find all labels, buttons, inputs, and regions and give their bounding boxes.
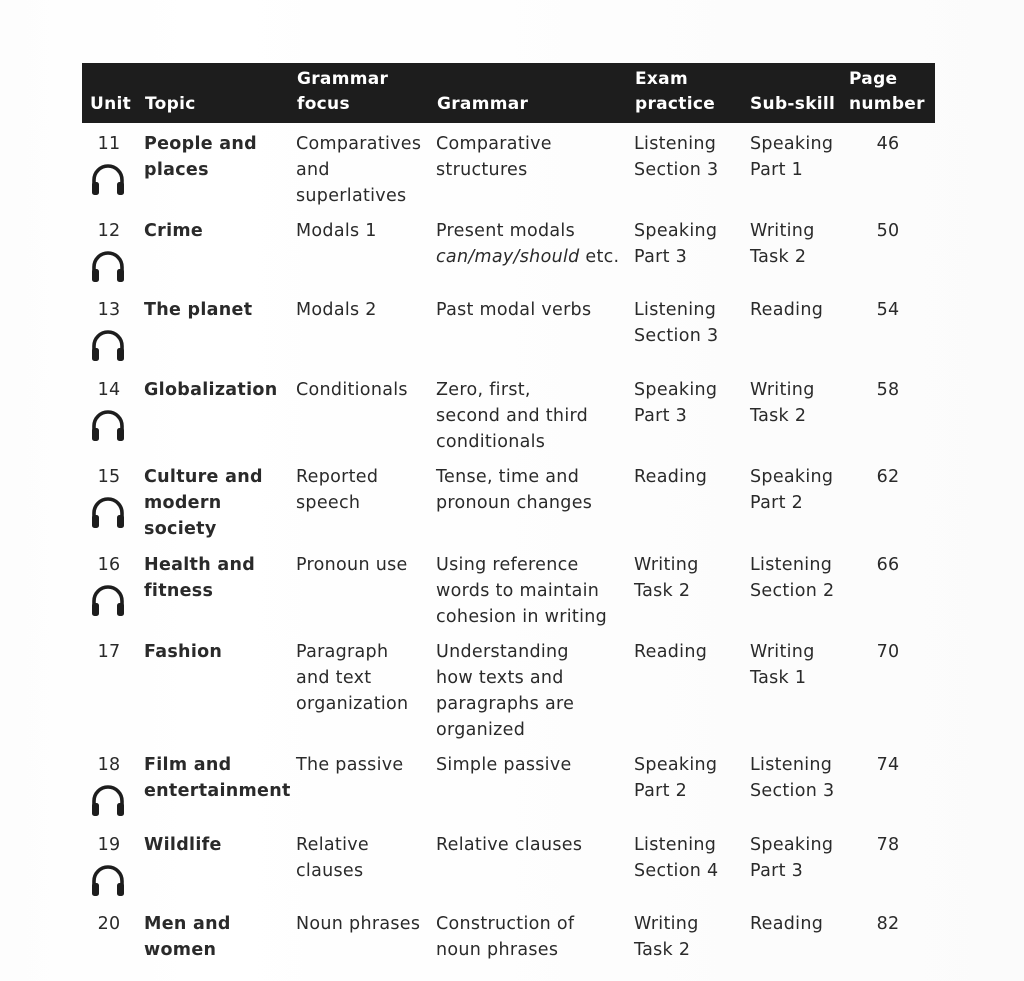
row-unit-number: 11 bbox=[97, 134, 121, 154]
row-exam-practice bbox=[634, 297, 744, 349]
row-subskill-line: Task 2 bbox=[750, 406, 807, 426]
header-page-number bbox=[849, 67, 925, 117]
row-exam-practice-line: Task 2 bbox=[634, 940, 691, 960]
row-topic-line: Men and bbox=[144, 914, 231, 934]
row-topic bbox=[144, 218, 294, 244]
row-topic-line: Health and bbox=[144, 555, 256, 575]
row-exam-practice-line: Section 4 bbox=[634, 861, 719, 881]
row-subskill-line: Reading bbox=[750, 300, 824, 320]
row-exam-practice bbox=[634, 911, 744, 963]
row-topic-line: The planet bbox=[144, 300, 253, 320]
row-exam-practice-line: Part 3 bbox=[634, 406, 688, 426]
row-subskill-line: Writing bbox=[750, 221, 815, 241]
row-exam-practice-line: Part 2 bbox=[634, 781, 688, 801]
headphones-icon bbox=[88, 780, 128, 820]
row-page-number: 50 bbox=[876, 221, 900, 241]
row-grammar-line: Zero, first, bbox=[436, 380, 531, 400]
row-grammar-line: words to maintain bbox=[436, 581, 600, 601]
row-grammar-focus bbox=[296, 218, 431, 244]
row-topic-line: women bbox=[144, 940, 217, 960]
row-subskill bbox=[750, 552, 850, 604]
row-grammar-focus-line: organization bbox=[296, 694, 409, 714]
row-topic bbox=[144, 639, 294, 665]
header-topic: Topic bbox=[145, 94, 196, 114]
headphones-icon bbox=[88, 159, 128, 199]
header-page-line1: Page bbox=[849, 69, 898, 89]
row-subskill-line: Part 1 bbox=[750, 160, 804, 180]
row-grammar-focus bbox=[296, 832, 431, 884]
row-grammar-focus-line: Conditionals bbox=[296, 380, 408, 400]
row-subskill bbox=[750, 752, 850, 804]
row-subskill-line: Task 1 bbox=[750, 668, 807, 688]
row-exam-practice-line: Reading bbox=[634, 642, 708, 662]
header-grammar-focus-line1: Grammar bbox=[297, 69, 389, 89]
row-topic-line: Film and bbox=[144, 755, 232, 775]
row-topic bbox=[144, 377, 294, 403]
row-unit-number: 15 bbox=[97, 467, 121, 487]
row-grammar-line: conditionals bbox=[436, 432, 546, 452]
row-grammar-focus-line: and text bbox=[296, 668, 372, 688]
row-grammar-focus bbox=[296, 131, 431, 209]
headphones-icon bbox=[88, 860, 128, 900]
row-exam-practice-line: Section 3 bbox=[634, 326, 719, 346]
header-exam-line1: Exam bbox=[635, 69, 688, 89]
row-exam-practice bbox=[634, 377, 744, 429]
row-unit-number: 14 bbox=[97, 380, 121, 400]
header-grammar: Grammar bbox=[437, 94, 529, 114]
row-topic-line: Culture and bbox=[144, 467, 263, 487]
row-subskill-line: Writing bbox=[750, 380, 815, 400]
row-grammar-focus-line: Noun phrases bbox=[296, 914, 421, 934]
row-topic bbox=[144, 131, 294, 183]
row-subskill bbox=[750, 832, 850, 884]
row-grammar bbox=[436, 552, 626, 630]
row-grammar-line: cohesion in writing bbox=[436, 607, 608, 627]
row-subskill-line: Writing bbox=[750, 642, 815, 662]
row-exam-practice-line: Writing bbox=[634, 555, 699, 575]
row-subskill bbox=[750, 464, 850, 516]
row-grammar-focus-line: clauses bbox=[296, 861, 364, 881]
row-unit-number: 18 bbox=[97, 755, 121, 775]
row-subskill-line: Section 3 bbox=[750, 781, 835, 801]
headphones-icon bbox=[88, 405, 128, 445]
row-grammar-focus-line: Modals 1 bbox=[296, 221, 377, 241]
row-subskill-line: Speaking bbox=[750, 835, 834, 855]
row-grammar-focus-line: Modals 2 bbox=[296, 300, 377, 320]
row-grammar bbox=[436, 131, 626, 183]
header-page-line2: number bbox=[849, 94, 925, 114]
row-page-number: 62 bbox=[876, 467, 900, 487]
row-exam-practice-line: Writing bbox=[634, 914, 699, 934]
row-grammar-focus-line: Relative bbox=[296, 835, 369, 855]
row-grammar-line: organized bbox=[436, 720, 526, 740]
row-grammar-focus-line: speech bbox=[296, 493, 361, 513]
header-unit: Unit bbox=[90, 94, 132, 114]
row-topic bbox=[144, 297, 294, 323]
row-grammar-line: pronoun changes bbox=[436, 493, 593, 513]
row-exam-practice-line: Listening bbox=[634, 300, 717, 320]
row-topic-line: entertainment bbox=[144, 781, 291, 801]
row-unit-number: 12 bbox=[97, 221, 121, 241]
row-grammar-line: Understanding bbox=[436, 642, 569, 662]
row-grammar bbox=[436, 911, 626, 963]
row-grammar-line: paragraphs are bbox=[436, 694, 575, 714]
row-subskill-line: Speaking bbox=[750, 467, 834, 487]
row-grammar-focus-line: The passive bbox=[296, 755, 404, 775]
row-grammar-focus-line: Pronoun use bbox=[296, 555, 408, 575]
row-topic-line: fitness bbox=[144, 581, 214, 601]
row-subskill bbox=[750, 297, 850, 323]
row-page-number: 78 bbox=[876, 835, 900, 855]
row-exam-practice-line: Speaking bbox=[634, 755, 718, 775]
row-topic bbox=[144, 832, 294, 858]
row-subskill-line: Part 2 bbox=[750, 493, 804, 513]
row-grammar-line: noun phrases bbox=[436, 940, 559, 960]
row-subskill bbox=[750, 911, 850, 937]
row-page-number: 74 bbox=[876, 755, 900, 775]
row-grammar-line: structures bbox=[436, 160, 528, 180]
header-grammar-focus bbox=[297, 67, 388, 117]
row-exam-practice-line: Task 2 bbox=[634, 581, 691, 601]
row-exam-practice-line: Listening bbox=[634, 134, 717, 154]
row-page-number: 46 bbox=[876, 134, 900, 154]
row-grammar bbox=[436, 377, 626, 455]
row-subskill bbox=[750, 218, 850, 270]
row-topic-line: Wildlife bbox=[144, 835, 222, 855]
row-grammar-focus bbox=[296, 377, 431, 403]
row-grammar bbox=[436, 297, 626, 323]
headphones-icon bbox=[88, 580, 128, 620]
row-grammar-line: Comparative bbox=[436, 134, 552, 154]
row-grammar-focus bbox=[296, 464, 431, 516]
row-grammar-focus bbox=[296, 639, 431, 717]
row-grammar-line: how texts and bbox=[436, 668, 564, 688]
row-exam-practice-line: Speaking bbox=[634, 380, 718, 400]
header-grammar-focus-line2: focus bbox=[297, 94, 350, 114]
row-exam-practice bbox=[634, 752, 744, 804]
header-subskill: Sub-skill bbox=[750, 94, 836, 114]
row-grammar-focus bbox=[296, 752, 431, 778]
row-unit-number: 19 bbox=[97, 835, 121, 855]
row-topic-line: places bbox=[144, 160, 209, 180]
table-header bbox=[82, 63, 935, 123]
header-exam-line2: practice bbox=[635, 94, 716, 114]
row-page-number: 70 bbox=[876, 642, 900, 662]
row-grammar bbox=[436, 752, 626, 778]
row-topic bbox=[144, 464, 294, 542]
row-topic-line: Crime bbox=[144, 221, 204, 241]
row-subskill bbox=[750, 131, 850, 183]
row-subskill-line: Speaking bbox=[750, 134, 834, 154]
row-grammar bbox=[436, 639, 626, 743]
row-grammar bbox=[436, 218, 626, 270]
row-page-number: 58 bbox=[876, 380, 900, 400]
row-subskill bbox=[750, 377, 850, 429]
row-grammar-focus-line: superlatives bbox=[296, 186, 407, 206]
row-topic-line: People and bbox=[144, 134, 257, 154]
headphones-icon bbox=[88, 492, 128, 532]
row-exam-practice bbox=[634, 464, 744, 490]
row-topic-line: modern bbox=[144, 493, 222, 513]
row-grammar-focus bbox=[296, 552, 431, 578]
row-page-number: 54 bbox=[876, 300, 900, 320]
row-unit-number: 17 bbox=[97, 642, 121, 662]
row-grammar bbox=[436, 832, 626, 858]
row-exam-practice-line: Section 3 bbox=[634, 160, 719, 180]
row-topic-line: Fashion bbox=[144, 642, 223, 662]
row-unit-number: 16 bbox=[97, 555, 121, 575]
row-page-number: 82 bbox=[876, 914, 900, 934]
row-grammar-line: Using reference bbox=[436, 555, 579, 575]
row-grammar-line: Relative clauses bbox=[436, 835, 583, 855]
row-grammar-line: second and third bbox=[436, 406, 589, 426]
row-topic-line: society bbox=[144, 519, 217, 539]
headphones-icon bbox=[88, 246, 128, 286]
row-subskill-line: Section 2 bbox=[750, 581, 835, 601]
row-topic bbox=[144, 752, 294, 804]
row-subskill-line: Task 2 bbox=[750, 247, 807, 267]
row-exam-practice bbox=[634, 552, 744, 604]
row-subskill-line: Listening bbox=[750, 755, 833, 775]
row-grammar-focus-line: and bbox=[296, 160, 330, 180]
row-exam-practice bbox=[634, 131, 744, 183]
row-exam-practice-line: Part 3 bbox=[634, 247, 688, 267]
row-topic-line: Globalization bbox=[144, 380, 278, 400]
row-exam-practice bbox=[634, 639, 744, 665]
row-topic bbox=[144, 552, 294, 604]
row-exam-practice bbox=[634, 832, 744, 884]
row-grammar-focus bbox=[296, 911, 431, 937]
row-grammar bbox=[436, 464, 626, 516]
row-exam-practice-line: Reading bbox=[634, 467, 708, 487]
row-topic bbox=[144, 911, 294, 963]
row-subskill bbox=[750, 639, 850, 691]
headphones-icon bbox=[88, 325, 128, 365]
row-exam-practice-line: Speaking bbox=[634, 221, 718, 241]
row-unit-number: 13 bbox=[97, 300, 121, 320]
header-exam-practice bbox=[635, 67, 715, 117]
row-grammar-line: can/may/should etc. bbox=[436, 247, 620, 267]
row-unit-number: 20 bbox=[97, 914, 121, 934]
row-grammar-focus-line: Reported bbox=[296, 467, 379, 487]
row-grammar-focus-line: Paragraph bbox=[296, 642, 389, 662]
row-grammar-focus bbox=[296, 297, 431, 323]
row-subskill-line: Reading bbox=[750, 914, 824, 934]
row-grammar-line: Construction of bbox=[436, 914, 575, 934]
row-grammar-line: Present modals bbox=[436, 221, 575, 241]
row-grammar-line: Past modal verbs bbox=[436, 300, 592, 320]
row-grammar-line: Tense, time and bbox=[436, 467, 580, 487]
row-grammar-focus-line: Comparatives bbox=[296, 134, 422, 154]
row-page-number: 66 bbox=[876, 555, 900, 575]
row-exam-practice bbox=[634, 218, 744, 270]
row-grammar-line: Simple passive bbox=[436, 755, 572, 775]
row-exam-practice-line: Listening bbox=[634, 835, 717, 855]
row-subskill-line: Listening bbox=[750, 555, 833, 575]
row-subskill-line: Part 3 bbox=[750, 861, 804, 881]
